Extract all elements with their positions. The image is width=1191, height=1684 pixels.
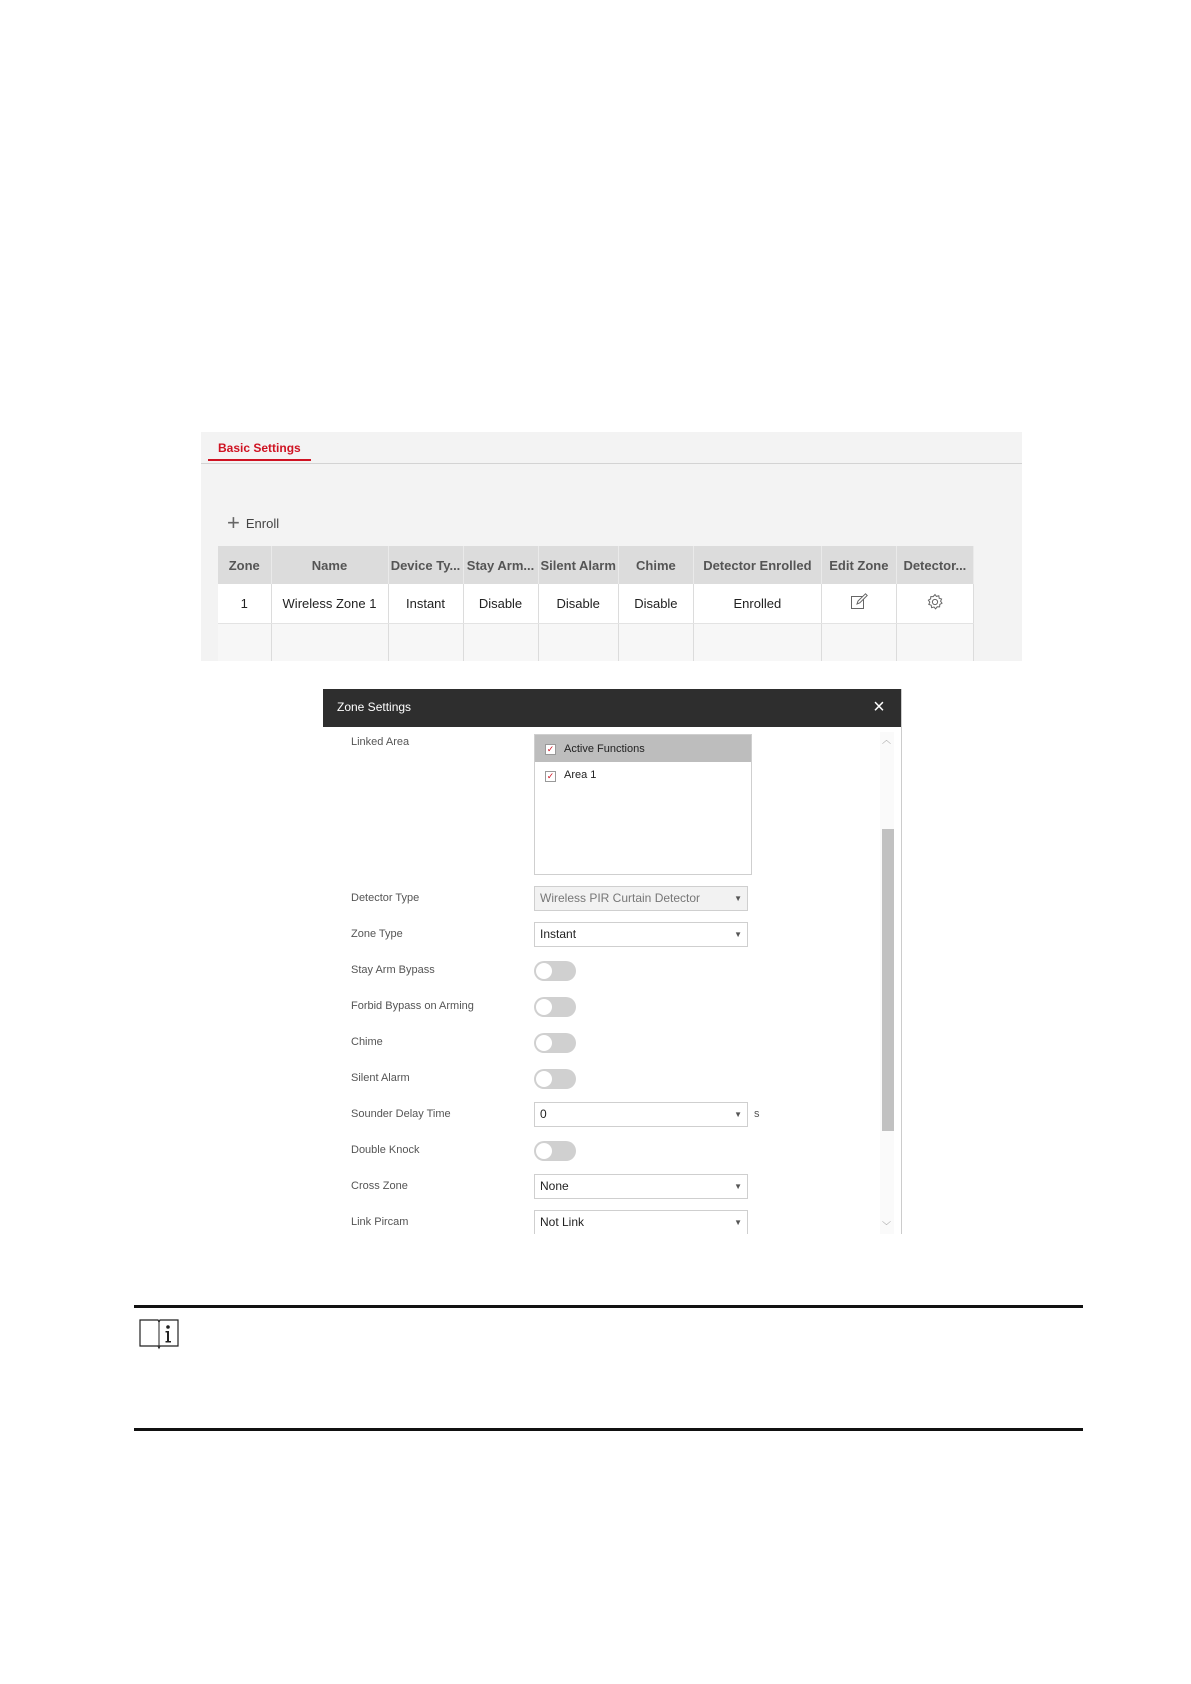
detector-type-value: Wireless PIR Curtain Detector xyxy=(540,891,701,905)
double-knock-toggle[interactable] xyxy=(534,1141,576,1161)
zone-type-select[interactable] xyxy=(534,922,748,947)
col-header-stay-arm[interactable]: Stay Arm... xyxy=(463,546,538,584)
double-knock-label: Double Knock xyxy=(351,1144,420,1156)
col-header-detector[interactable]: Detector... xyxy=(896,546,973,584)
basic-settings-panel xyxy=(201,432,1022,661)
chevron-down-icon: ▼ xyxy=(734,930,742,939)
col-header-silent-alarm[interactable]: Silent Alarm xyxy=(538,546,618,584)
scroll-down-icon[interactable]: ﹀ xyxy=(882,1221,892,1231)
cell-detector-enrolled: Enrolled xyxy=(693,584,821,624)
chevron-down-icon: ▼ xyxy=(734,1218,742,1227)
linked-area-header xyxy=(535,735,751,762)
note-top-rule xyxy=(134,1305,1083,1308)
close-icon[interactable]: × xyxy=(873,696,885,718)
active-functions-checkbox[interactable]: ✓ xyxy=(546,744,555,754)
detector-type-label: Detector Type xyxy=(351,892,420,904)
enroll-label: Enroll xyxy=(245,515,280,531)
link-pircam-select[interactable] xyxy=(534,1210,748,1234)
zone-settings-dialog xyxy=(323,689,902,1234)
cell-chime: Disable xyxy=(618,584,693,624)
active-functions-label: Active Functions xyxy=(564,743,645,755)
plus-icon: + xyxy=(227,510,240,535)
table-row[interactable] xyxy=(218,584,973,624)
col-header-chime[interactable]: Chime xyxy=(618,546,693,584)
detector-type-select xyxy=(534,886,748,911)
tab-bar xyxy=(201,432,1022,464)
cell-silent-alarm: Disable xyxy=(538,584,618,624)
dialog-header xyxy=(323,689,901,727)
chevron-down-icon: ▼ xyxy=(734,1110,742,1119)
link-pircam-value: Not Link xyxy=(540,1215,585,1229)
sounder-delay-select[interactable] xyxy=(534,1102,748,1127)
dialog-title: Zone Settings xyxy=(337,700,412,714)
tab-basic-settings[interactable]: Basic Settings xyxy=(208,441,311,461)
forbid-bypass-label: Forbid Bypass on Arming xyxy=(351,1000,474,1012)
chime-label: Chime xyxy=(351,1036,383,1048)
sounder-delay-unit: s xyxy=(754,1108,760,1120)
note-bottom-rule xyxy=(134,1428,1083,1431)
cell-detector-settings xyxy=(896,584,973,624)
area-1-checkbox[interactable]: ✓ xyxy=(546,771,555,781)
toggle-knob xyxy=(536,1143,552,1159)
cell-zone: 1 xyxy=(218,584,271,624)
cross-zone-select[interactable] xyxy=(534,1174,748,1199)
sounder-delay-label: Sounder Delay Time xyxy=(351,1108,451,1120)
chevron-down-icon: ▼ xyxy=(734,894,742,903)
edit-icon[interactable] xyxy=(850,593,868,614)
stay-arm-bypass-toggle[interactable] xyxy=(534,961,576,981)
sounder-delay-value: 0 xyxy=(540,1107,547,1121)
silent-alarm-label: Silent Alarm xyxy=(351,1072,410,1084)
forbid-bypass-toggle[interactable] xyxy=(534,997,576,1017)
cell-stay-arm: Disable xyxy=(463,584,538,624)
info-book-icon xyxy=(138,1316,180,1350)
cross-zone-label: Cross Zone xyxy=(351,1180,408,1192)
silent-alarm-toggle[interactable] xyxy=(534,1069,576,1089)
scroll-up-icon[interactable]: ︿ xyxy=(882,735,892,745)
zone-type-value: Instant xyxy=(540,927,577,941)
toggle-knob xyxy=(536,963,552,979)
toggle-knob xyxy=(536,1071,552,1087)
cell-name: Wireless Zone 1 xyxy=(271,584,388,624)
link-pircam-label: Link Pircam xyxy=(351,1216,409,1228)
col-header-name[interactable]: Name xyxy=(271,546,388,584)
table-header-row xyxy=(218,546,973,584)
area-1-label: Area 1 xyxy=(564,769,597,781)
chime-toggle[interactable] xyxy=(534,1033,576,1053)
cell-device-type: Instant xyxy=(388,584,463,624)
col-header-detector-enrolled[interactable]: Detector Enrolled xyxy=(693,546,821,584)
toggle-knob xyxy=(536,1035,552,1051)
linked-area-label: Linked Area xyxy=(351,736,410,748)
zone-type-label: Zone Type xyxy=(351,928,403,940)
zone-table xyxy=(218,546,974,661)
cell-edit-zone xyxy=(821,584,896,624)
chevron-down-icon: ▼ xyxy=(734,1182,742,1191)
col-header-zone[interactable]: Zone xyxy=(218,546,271,584)
gear-icon[interactable] xyxy=(926,593,944,614)
enroll-button[interactable] xyxy=(227,512,279,534)
stay-arm-bypass-label: Stay Arm Bypass xyxy=(351,964,435,976)
linked-area-list xyxy=(534,734,752,875)
cross-zone-value: None xyxy=(540,1179,569,1193)
toggle-knob xyxy=(536,999,552,1015)
col-header-device-type[interactable]: Device Ty... xyxy=(388,546,463,584)
table-row-empty xyxy=(218,624,973,662)
dialog-scrollbar-thumb[interactable] xyxy=(882,829,894,1131)
col-header-edit-zone[interactable]: Edit Zone xyxy=(821,546,896,584)
